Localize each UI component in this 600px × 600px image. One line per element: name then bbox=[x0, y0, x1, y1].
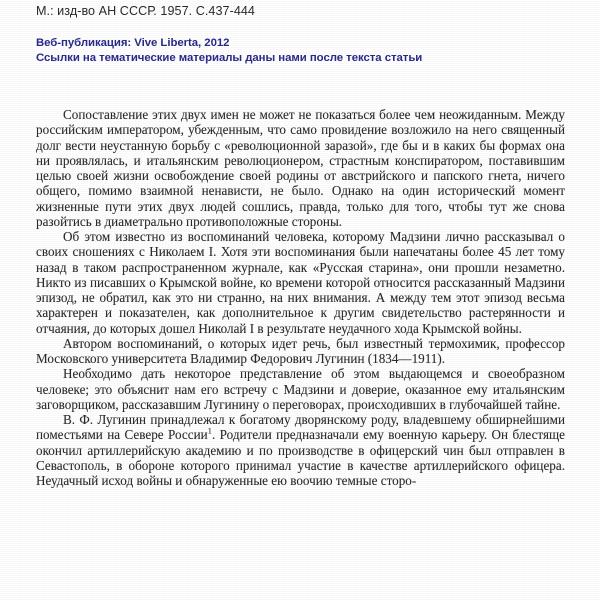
citation-line: М.: изд-во АН СССР. 1957. С.437-444 bbox=[36, 4, 255, 18]
paragraph-5 bbox=[36, 412, 565, 488]
footnote-reference-marker[interactable]: 1 bbox=[207, 425, 212, 436]
paragraph-5-text-after-footnote: . Родители предназначали ему военную карьеру. Он блестяще окончил артиллерийскую академию и по производстве в офицерский чин был отправлен в Севастополь, в обороне которого принимал участие в качестве артиллерийского офицера. Неудачный исход войны и обнаруженные ею воочию темные сторо- bbox=[36, 427, 565, 488]
paragraph-2: Об этом известно из воспоминаний человека, которому Мадзини лично рассказывал о своих сношениях с Николаем I. Хотя эти воспоминания были напечатаны более 45 лет тому назад в таком распространенном журнале, как «Русская старина», они прошли незаметно. Никто из писавших о Крымской войне, ко времени которой относится рассказанный Мадзини эпизод, не обратил, как это ни странно, на них внимания. А между тем этот эпизод весьма характерен и показателен, как дополнительное к другим свидетельство растерянности и отчаяния, до которых дошел Николай I в результате неудачного хода Крымской войны. bbox=[36, 229, 565, 336]
paragraph-4: Необходимо дать некоторое представление об этом выдающемся и своеобразном человеке; это объяснит нам его встречу с Мадзини и доверие, оказанное ему итальянским заговорщиком, рассказавшим Лугинину о переговорах, происходивших в глубочайшей тайне. bbox=[36, 366, 565, 412]
web-publication-line-1: Веб-публикация: Vive Liberta, 2012 bbox=[36, 37, 230, 49]
web-publication-line-2: Ссылки на тематические материалы даны нами после текста статьи bbox=[36, 52, 423, 64]
web-publication-notice bbox=[36, 36, 422, 66]
paragraph-5-text-before-footnote: В. Ф. Лугинин принадлежал к богатому дворянскому роду, владевшему обширнейшими поместьями на Севере России bbox=[36, 412, 565, 443]
paragraph-3: Автором воспоминаний, о которых идет речь, был известный термохимик, профессор Московского университета Владимир Федорович Лугинин (1834—1911). bbox=[36, 335, 565, 366]
article-body bbox=[36, 107, 565, 488]
paragraph-1: Сопоставление этих двух имен не может не показаться более чем неожиданным. Между российским императором, убежденным, что само провидение возложило на него священный долг вести неустанную борьбу с «революционной заразой», где бы и в каких бы формах она ни проявлялась, и итальянским революционером, страстным конспиратором, поставившим целью своей жизни освобождение своей родины от австрийского и папского гнета, ничего общего, помимо взаимной ненависти, не было. Однако на один исторический момент жизненные пути этих двух людей сошлись, правда, только для того, чтобы тут же снова разойтись в диаметрально противоположные стороны. bbox=[36, 107, 565, 229]
